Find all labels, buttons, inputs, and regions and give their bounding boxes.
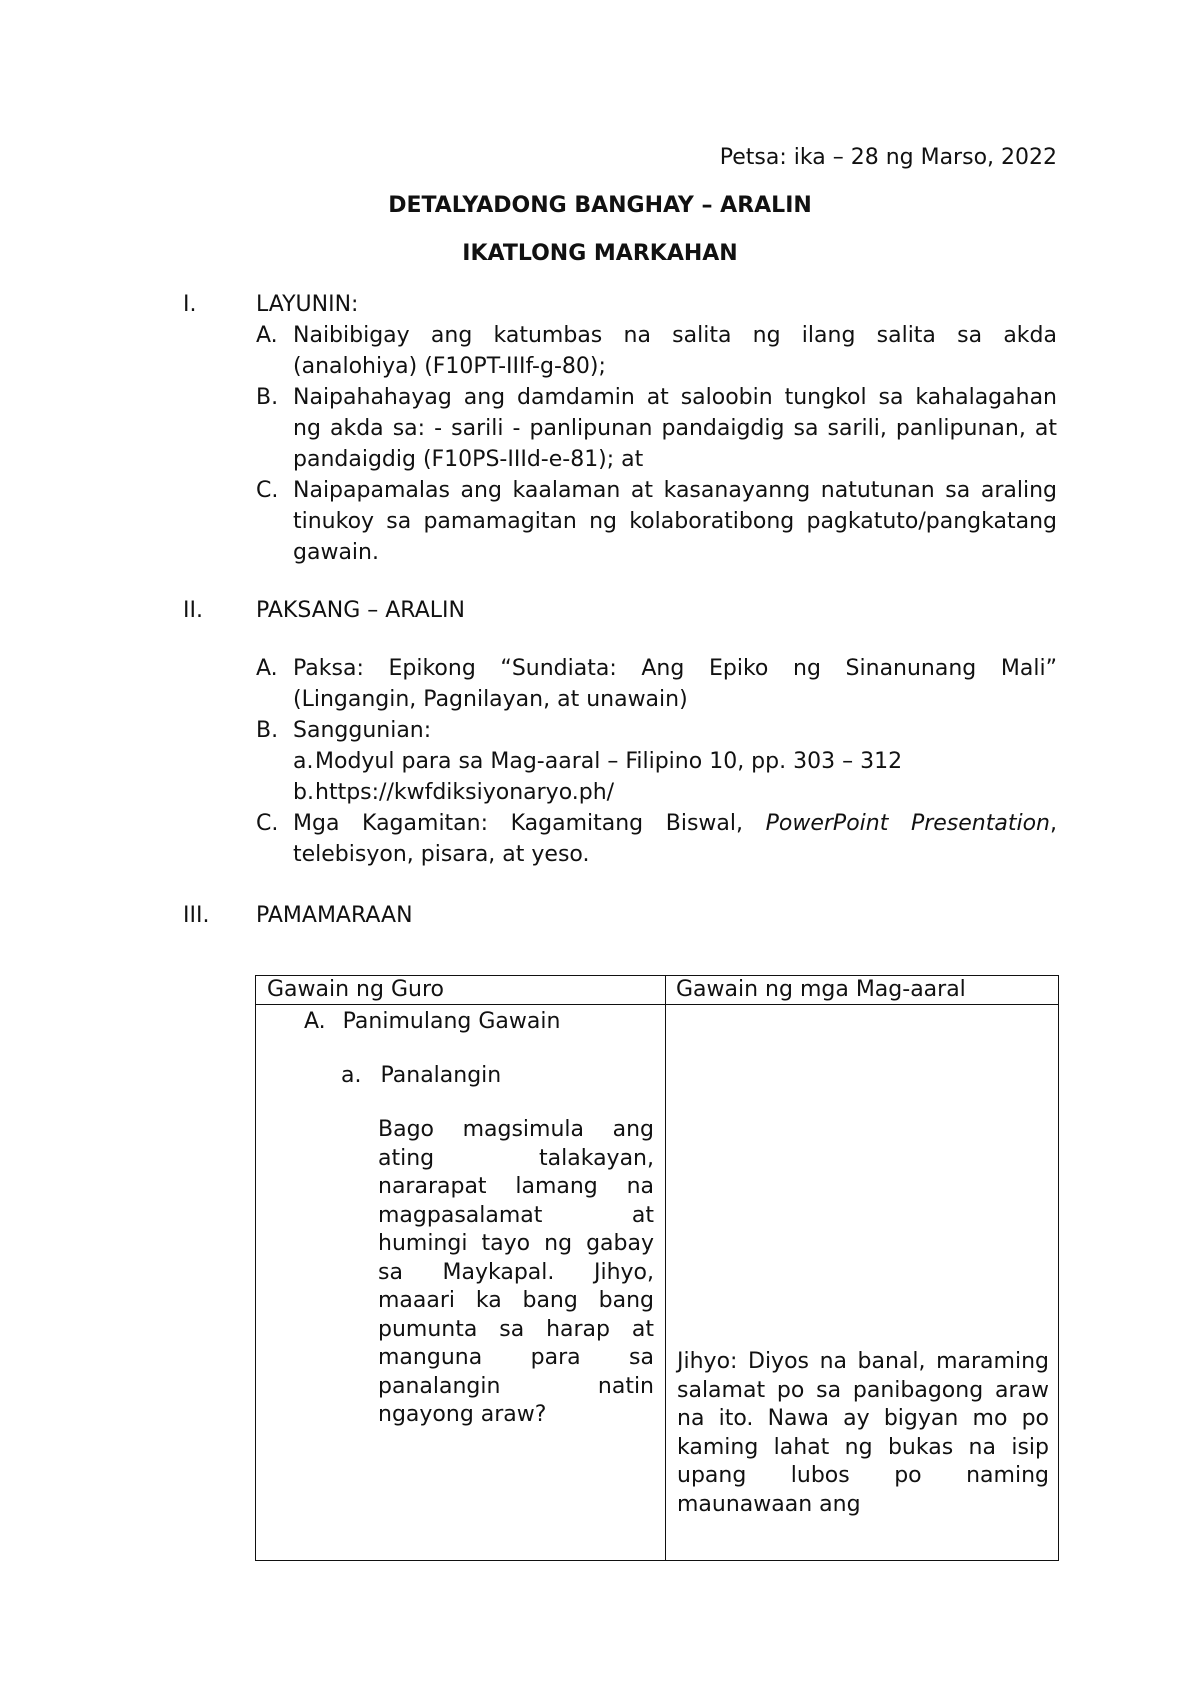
item-text-after: , telebisyon, pisara, at yeso.	[293, 811, 1057, 867]
item-text: Paksa: Epikong “Sundiata: Ang Epiko ng Sinanunang Mali” (Lingangin, Pagnilayan, at unawain)	[293, 656, 1057, 712]
item-text: Naipapamalas ang kaalaman at kasanayanng natutunan sa araling tinukoy sa pamamagitan ng kolaboratibong pagkatuto/pangkatang gawain.	[293, 478, 1057, 565]
document-subtitle: IKATLONG MARKAHAN	[462, 241, 738, 266]
table-header-row	[256, 976, 1058, 1005]
teacher-activity-text: Bago magsimula ang ating talakayan, nararapat lamang na magpasalamat at humingi tayo ng gabay sa Maykapal. Jihyo, maaari ka bang bang pumunta sa harap at manguna para sa panalangin natin ngayong araw?	[378, 1117, 654, 1427]
item-text: Sanggunian:	[293, 718, 432, 743]
item-text: Naibibigay ang katumbas na salita ng ilang salita sa akda (analohiya) (F10PT-IIIf-g-80);	[293, 323, 1057, 379]
sub-item-text: Modyul para sa Mag-aaral – Filipino 10, pp. 303 – 312	[315, 749, 903, 774]
teacher-part-a	[304, 1006, 560, 1037]
sub-item-label: Panalangin	[380, 1063, 502, 1088]
list-item	[256, 653, 1057, 715]
sub-item-link: https://kwfdiksiyonaryo.ph/	[315, 780, 615, 805]
section-layunin-heading	[183, 289, 358, 320]
list-item	[256, 715, 1057, 808]
item-marker: A.	[256, 323, 278, 348]
item-text: Naipahahayag ang damdamin at saloobin tungkol sa kahalagahan ng akda sa: - sarili - panlipunan pandaigdig sa sarili, panlipunan, at pandaigdig (F10PS-IIId-e-81); at	[293, 385, 1057, 472]
sub-item-marker: b.	[293, 780, 314, 805]
item-marker: A.	[304, 1009, 326, 1034]
item-label: Panimulang Gawain	[342, 1009, 561, 1034]
item-marker: B.	[256, 385, 279, 410]
section-number: I.	[183, 292, 197, 317]
table-header-cell: Gawain ng mga Mag-aaral	[676, 977, 966, 1002]
paksang-list	[256, 653, 1057, 870]
teacher-sub-a	[341, 1060, 501, 1091]
column-divider	[665, 976, 666, 1560]
layunin-list	[256, 320, 1057, 568]
student-activity-text: Jihyo: Diyos na banal, maraming salamat po sa panibagong araw na ito. Nawa ay bigyan mo po kaming lahat ng bukas na isip upang lubos po naming maunawaan ang	[677, 1349, 1049, 1517]
list-item	[256, 382, 1057, 475]
item-marker: A.	[256, 656, 278, 681]
list-item	[256, 320, 1057, 382]
activity-table	[255, 975, 1059, 1561]
section-heading: PAMAMARAAN	[256, 903, 413, 928]
section-number: III.	[183, 903, 210, 928]
sub-item	[293, 746, 1057, 777]
table-header-cell: Gawain ng Guro	[267, 977, 444, 1002]
sub-item-marker: a.	[341, 1063, 362, 1088]
sub-item-marker: a.	[293, 749, 314, 774]
sub-item	[293, 777, 1057, 808]
item-text: Mga Kagamitan: Kagamitang Biswal,	[293, 811, 766, 836]
date-line: Petsa: ika – 28 ng Marso, 2022	[719, 145, 1057, 170]
document-title: DETALYADONG BANGHAY – ARALIN	[388, 193, 812, 218]
section-paksang-heading	[183, 595, 465, 626]
section-pamamaraan-heading	[183, 900, 413, 931]
item-marker: C.	[256, 811, 279, 836]
list-item	[256, 475, 1057, 568]
item-marker: C.	[256, 478, 279, 503]
list-item	[256, 808, 1057, 870]
item-marker: B.	[256, 718, 279, 743]
section-heading: PAKSANG – ARALIN	[256, 598, 465, 623]
item-text-italic: PowerPoint Presentation	[765, 811, 1050, 836]
section-number: II.	[183, 598, 203, 623]
section-heading: LAYUNIN:	[256, 292, 359, 317]
